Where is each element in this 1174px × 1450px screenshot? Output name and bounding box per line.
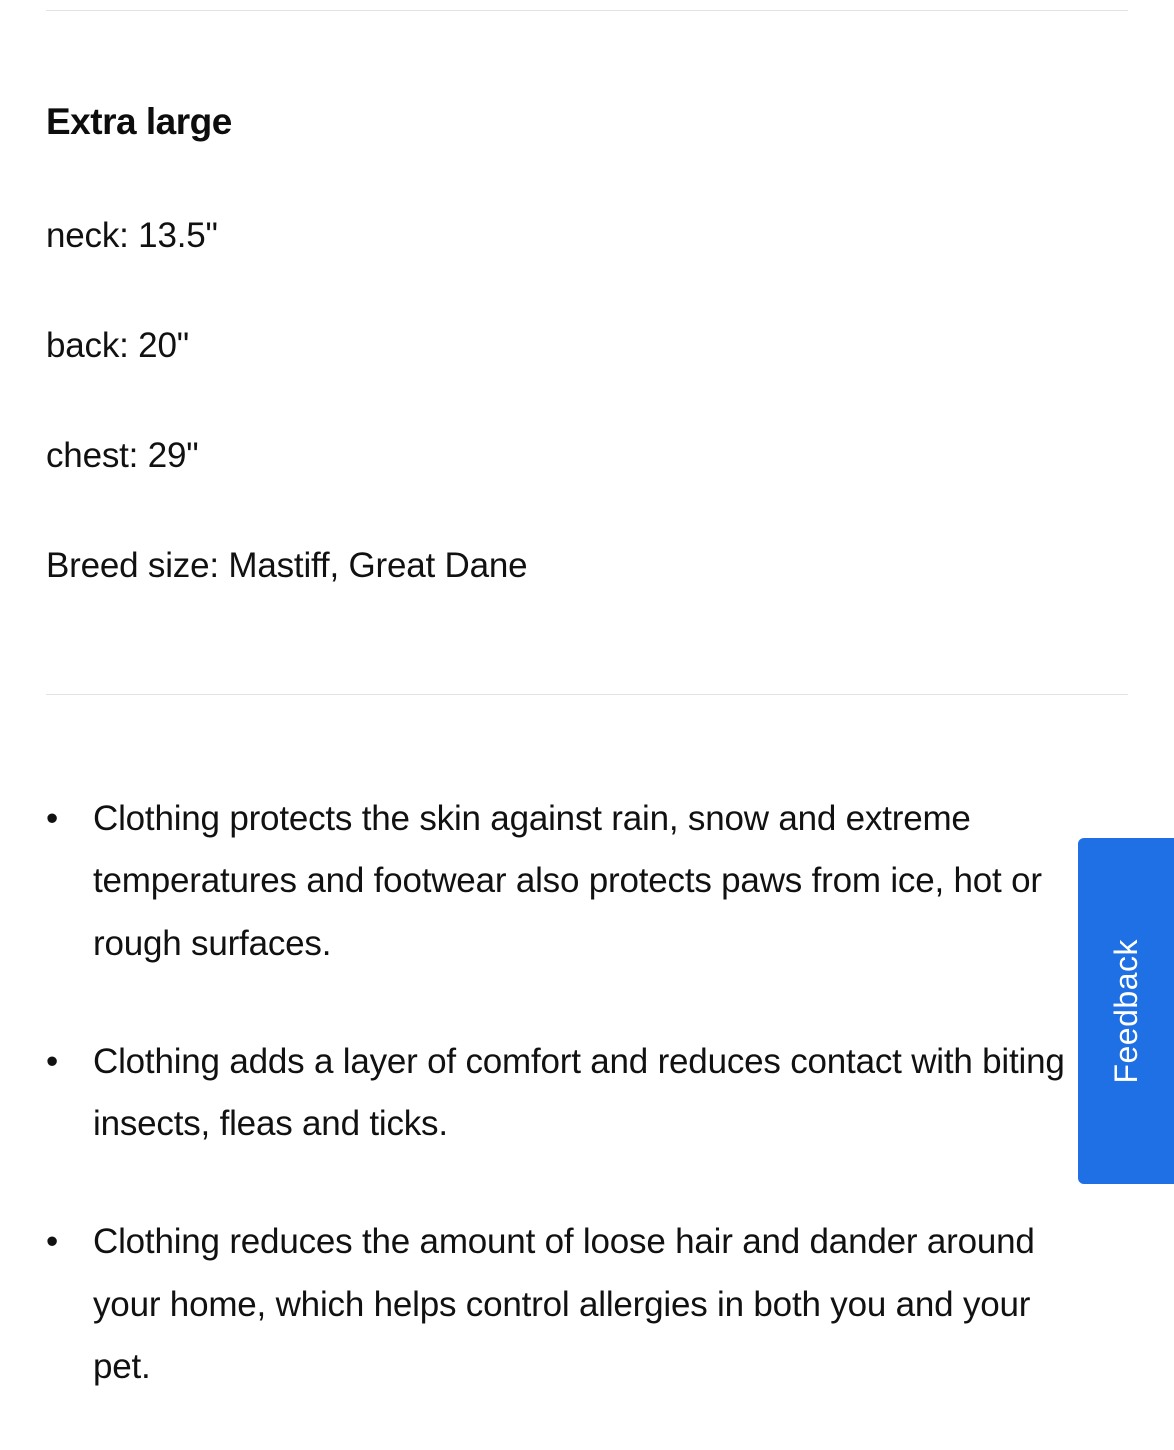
- benefits-list: [0, 788, 1174, 1398]
- spec-back: back: 20": [46, 326, 189, 365]
- bullet-icon: •: [46, 799, 59, 838]
- list-item-text: Clothing adds a layer of comfort and reduces contact with biting insects, fleas and ticks.: [93, 1041, 1065, 1144]
- feedback-tab-label: Feedback: [1107, 938, 1144, 1084]
- list-item: [46, 1211, 1074, 1398]
- size-title: Extra large: [46, 101, 232, 142]
- list-item: [46, 788, 1074, 975]
- list-item-text: Clothing reduces the amount of loose hair and dander around your home, which helps control allergies in both you and your pet.: [93, 1222, 1035, 1387]
- size-section: [0, 11, 1174, 587]
- spec-breed-size: Breed size: Mastiff, Great Dane: [46, 546, 528, 585]
- spec-chest: chest: 29": [46, 436, 199, 475]
- product-details-page: [0, 10, 1174, 1450]
- spec-neck: neck: 13.5": [46, 216, 218, 255]
- bullet-icon: •: [46, 1041, 59, 1081]
- bullet-icon: •: [46, 1222, 59, 1262]
- section-divider: [46, 694, 1128, 695]
- feedback-tab[interactable]: [1078, 838, 1174, 1184]
- list-item-text: Clothing protects the skin against rain, snow and extreme temperatures and footwear also protects paws from ice, hot or rough surfaces.: [93, 799, 1042, 963]
- list-item: [46, 1031, 1074, 1156]
